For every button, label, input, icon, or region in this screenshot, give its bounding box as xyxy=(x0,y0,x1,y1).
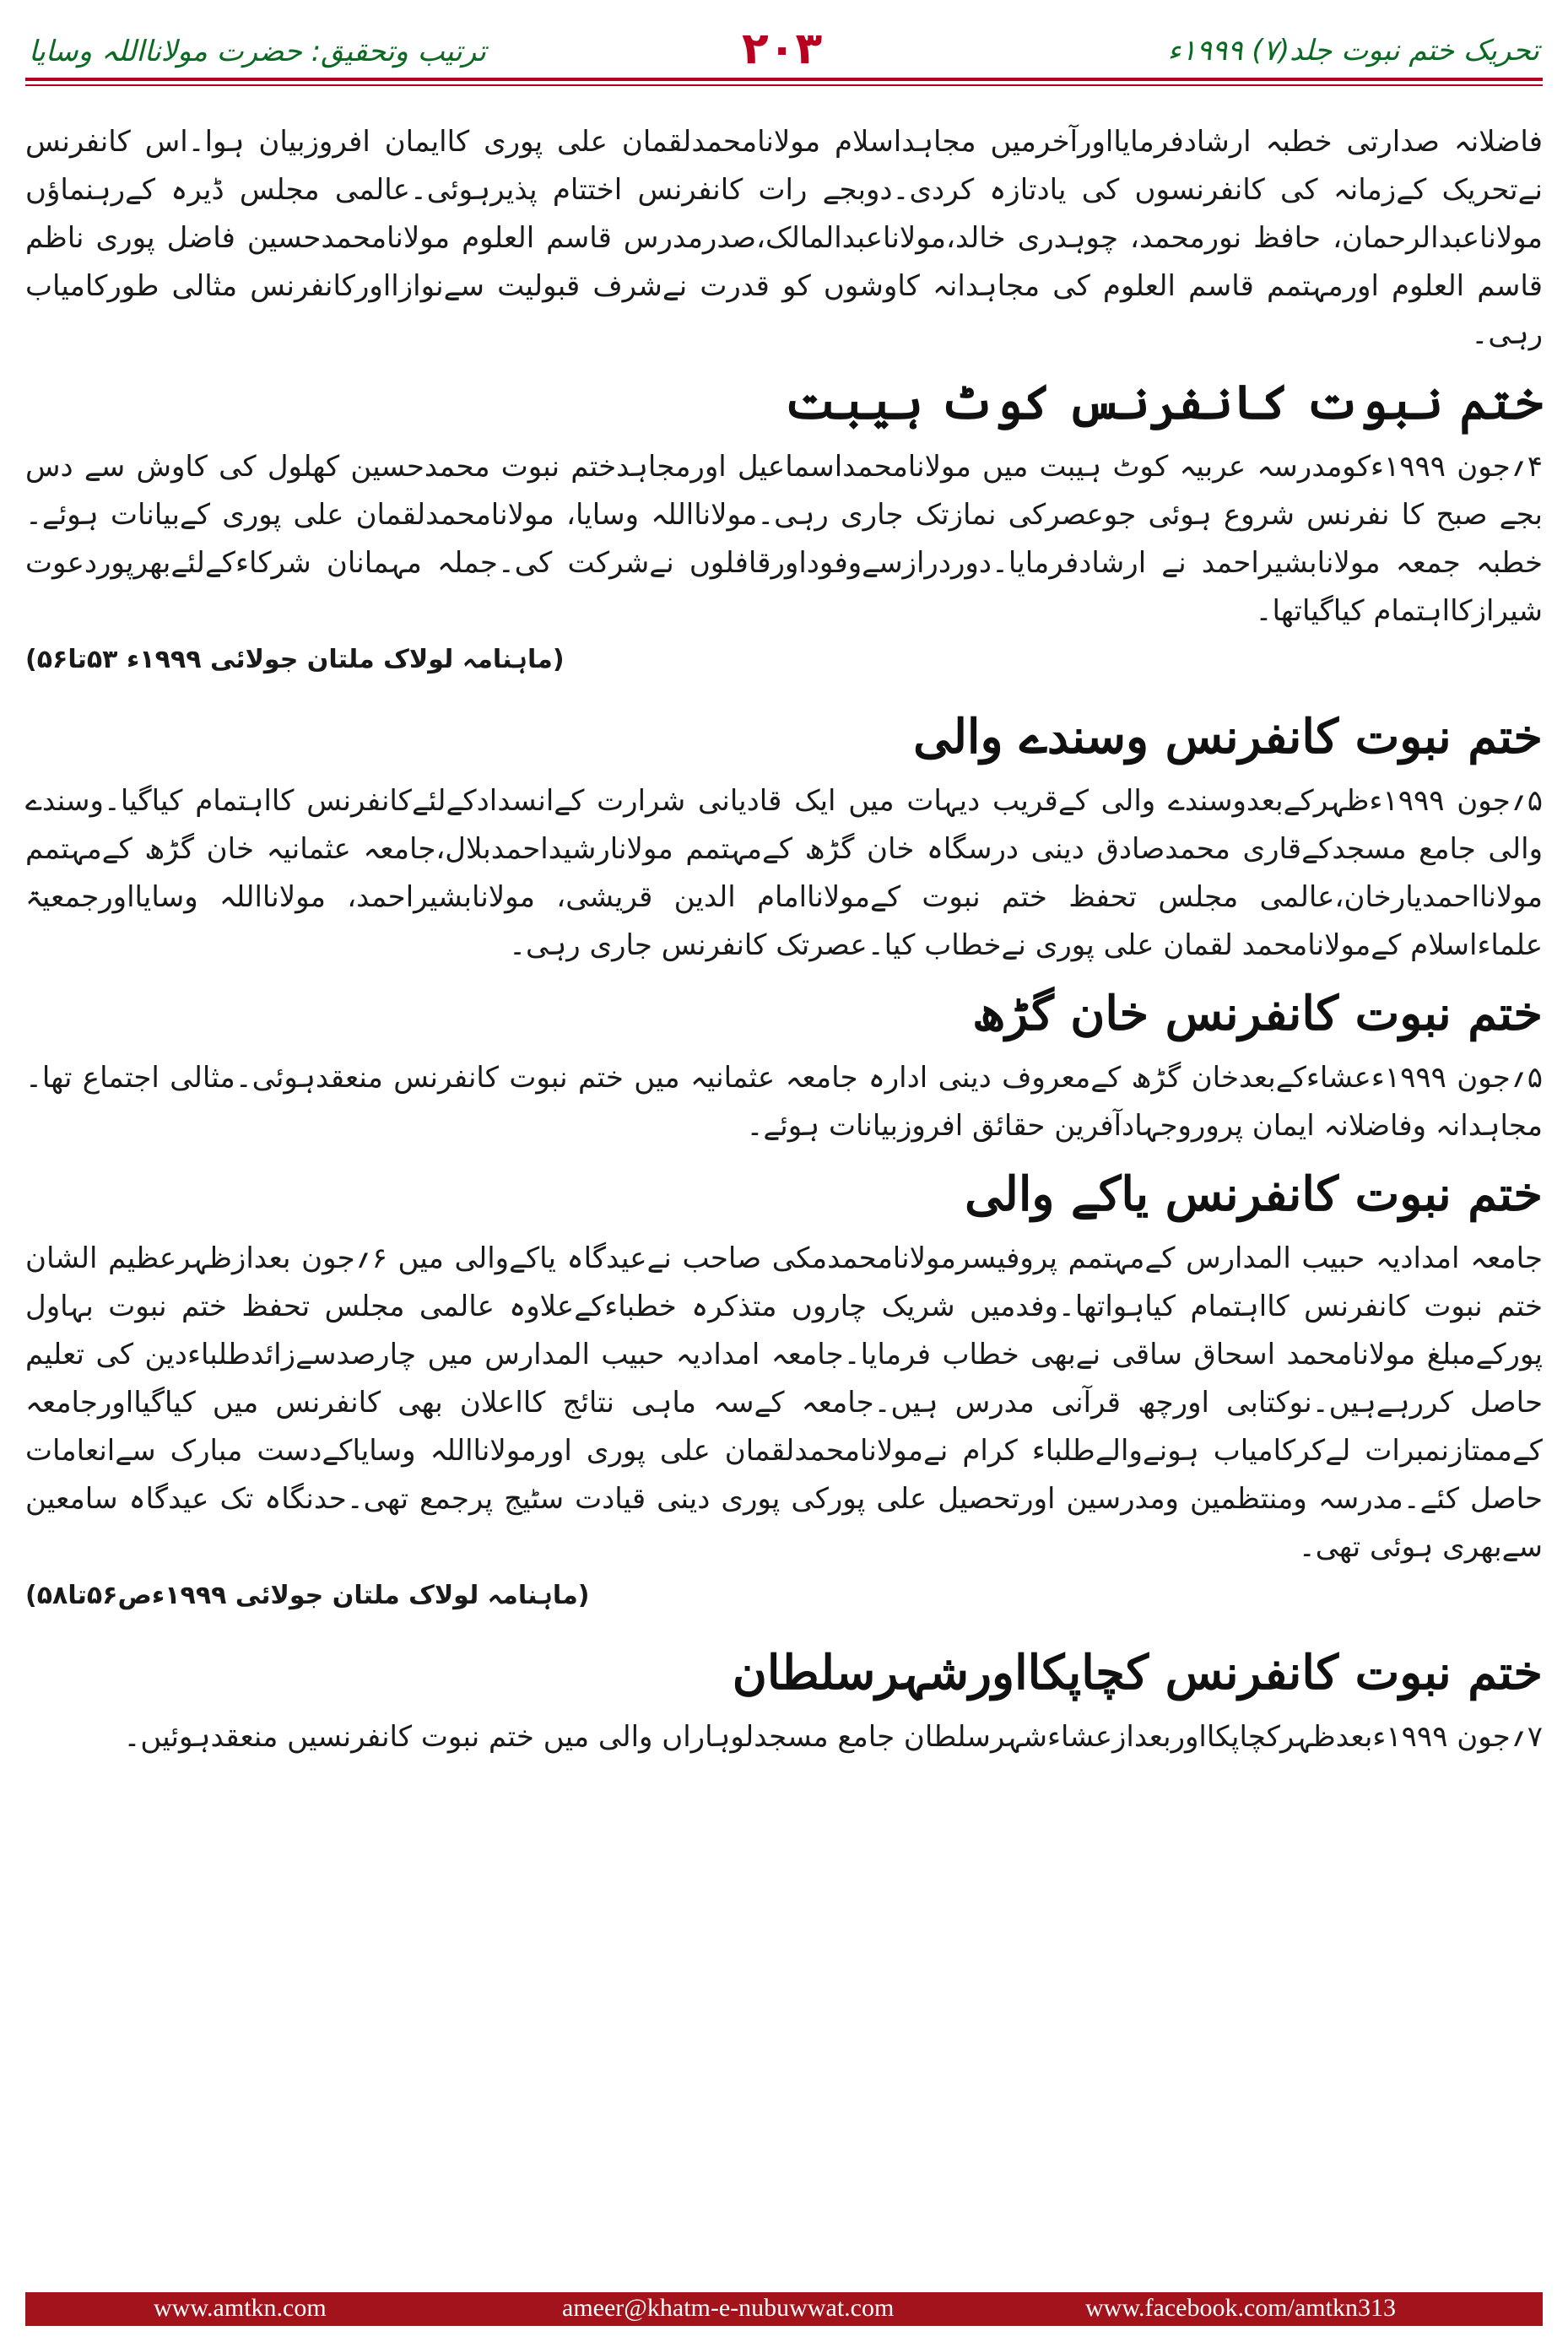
section-heading: ختم نبوت کانفرنس کوٹ ہیبت xyxy=(784,375,1543,430)
section-heading: ختم نبوت کانفرنس خان گڑھ xyxy=(972,986,1543,1041)
body-paragraph: فاضلانہ صدارتی خطبہ ارشادفرمایااورآخرمیں مجاہداسلام مولانامحمدلقمان علی پوری کاایمان افروزبیان ہوا۔اس کانفرنس نےتحریک کےزمانہ کی کانفرنسوں کی یادتازہ کردی۔دوبجے رات کانفرنس اختتام پذیرہوئی۔عالمی مجلس ڈیرہ کےرہنماؤں مولاناعبدالرحمان، حافظ نورمحمد، چوہدری خالد،مولاناعبدالمالک،صدرمدرس قاسم العلوم مولانامحمدحسین فاضل پوری ناظم قاسم العلوم اورمہتمم قاسم العلوم کی مجاہدانہ کاوشوں کو قدرت نےشرف قبولیت سےنوازااورکانفرنس مثالی طورکامیاب رہی۔ xyxy=(25,125,1543,351)
section-heading: ختم نبوت کانفرنس کچاپکااورشہرسلطان xyxy=(732,1645,1543,1701)
footer-bar xyxy=(25,2292,1543,2326)
page-number: ۲۰۳ xyxy=(742,24,823,74)
section-heading: ختم نبوت کانفرنس یاکے والی xyxy=(965,1166,1543,1222)
header-compiler: ترتیب وتحقیق: حضرت مولانااللہ وسایا xyxy=(29,35,486,68)
header-rule-bottom xyxy=(25,84,1543,86)
body-paragraph: ۵؍جون ۱۹۹۹ءظہرکےبعدوسندے والی کےقریب دیہات میں ایک قادیانی شرارت کےانسدادکےلئےکانفرنس کااہتمام کیاگیا۔وسندے والی جامع مسجدکےقاری محمدصادق دینی درسگاہ خان گڑھ کےمہتمم مولانارشیداحمدبلال،جامعہ عثمانیہ خان گڑھ کےمہتمم مولانااحمدیارخان،عالمی مجلس تحفظ ختم نبوت کےمولاناامام الدین قریشی، مولانابشیراحمد، مولانااللہ وسایااورجمعیۃ علماءاسلام کےمولانامحمد لقمان علی پوری نےخطاب کیا۔عصرتک کانفرنس جاری رہی۔ xyxy=(25,784,1543,962)
footer-facebook-link[interactable]: www.facebook.com/amtkn313 xyxy=(1085,2294,1396,2322)
source-reference: (ماہنامہ لولاک ملتان جولائی ۱۹۹۹ءص۵۶تا۵۸) xyxy=(25,1581,590,1610)
page-header xyxy=(0,0,1568,93)
body-paragraph: جامعہ امدادیہ حبیب المدارس کےمہتمم پروفیسرمولانامحمدمکی صاحب نےعیدگاہ یاکےوالی میں ۶؍جون بعدازظہرعظیم الشان ختم نبوت کانفرنس کااہتمام کیاہواتھا۔وفدمیں شریک چاروں متذکرہ خطباءکےعلاوہ عالمی مجلس تحفظ ختم نبوت بہاول پورکےمبلغ مولانامحمد اسحاق ساقی نےبھی خطاب فرمایا۔جامعہ امدادیہ حبیب المدارس میں چارصدسےزائدطلباءدین کی تعلیم حاصل کررہےہیں۔نوکتابی اورچھ قرآنی مدرس ہیں۔جامعہ کےسہ ماہی نتائج کااعلان بھی کانفرنس میں کیاگیااورجامعہ کےممتازنمبرات لےکرکامیاب ہونےوالےطلباء کرام نےمولانامحمدلقمان علی پوری اورمولانااللہ وسایاکےدست مبارک سےانعامات حاصل کئے۔مدرسہ ومنتظمین ومدرسین اورتحصیل علی پورکی پوری دینی قیادت سٹیج پرجمع تھی۔حدنگاہ تک عیدگاہ سامعین سےبھری ہوئی تھی۔ xyxy=(25,1241,1543,1564)
body-paragraph: ۴؍جون ۱۹۹۹ءکومدرسہ عربیہ کوٹ ہیبت میں مولانامحمداسماعیل اورمجاہدختم نبوت محمدحسین کھلول کی کاوش سے دس بجے صبح کا نفرنس شروع ہوئی جوعصرکی نمازتک جاری رہی۔مولانااللہ وسایا، مولانامحمدلقمان علی پوری کےبیانات ہوئے۔خطبہ جمعہ مولانابشیراحمد نے ارشادفرمایا۔دوردرازسےوفوداورقافلوں نےشرکت کی۔جملہ مہمانان شرکاءکےلئےبھرپوردعوت شیرازکااہتمام کیاگیاتھا۔ xyxy=(25,450,1543,628)
body-paragraph: ۷؍جون ۱۹۹۹ءبعدظہرکچاپکااوربعدازعشاءشہرسلطان جامع مسجدلوہاراں والی میں ختم نبوت کانفرنسیں منعقدہوئیں۔ xyxy=(123,1720,1543,1754)
source-reference: (ماہنامہ لولاک ملتان جولائی ۱۹۹۹ء ۵۳تا۵۶) xyxy=(25,645,565,674)
section-heading: ختم نبوت کانفرنس وسندے والی xyxy=(913,709,1543,765)
header-rule-top xyxy=(25,78,1543,81)
footer-website-link[interactable]: www.amtkn.com xyxy=(154,2294,327,2322)
header-book-title: تحریک ختم نبوت جلد(۷) ۱۹۹۹ء xyxy=(1167,34,1539,68)
page-content xyxy=(25,118,1543,2262)
body-paragraph: ۵؍جون ۱۹۹۹ءعشاءکےبعدخان گڑھ کےمعروف دینی ادارہ جامعہ عثمانیہ میں ختم نبوت کانفرنس منعقدہوئی۔مثالی اجتماع تھا۔ مجاہدانہ وفاضلانہ ایمان پروروجہادآفرین حقائق افروزبیانات ہوئے۔ xyxy=(25,1061,1543,1143)
footer-email-link[interactable]: ameer@khatm-e-nubuwwat.com xyxy=(562,2294,895,2322)
